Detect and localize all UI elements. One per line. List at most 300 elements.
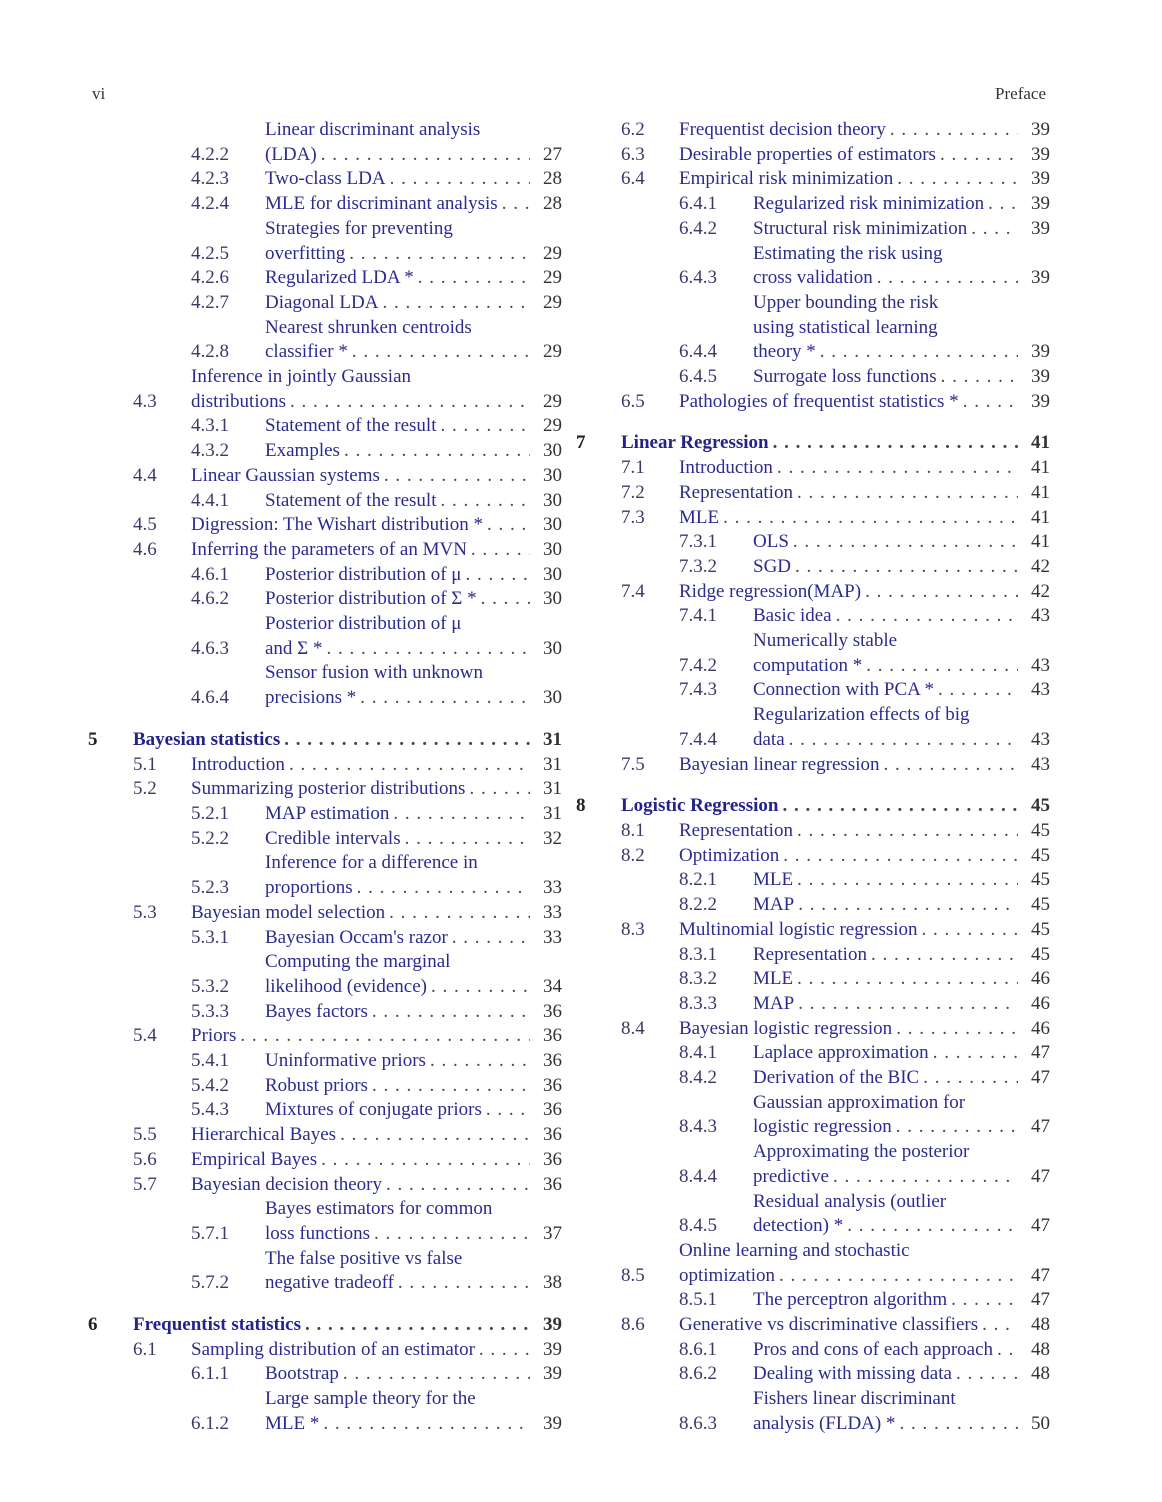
toc-entry-title-line: Sensor fusion with unknown: [265, 662, 483, 684]
toc-entry-title: [191, 753, 534, 778]
toc-entry[interactable]: [576, 143, 1050, 168]
toc-entry-title-line: Surrogate loss functions: [753, 366, 937, 388]
toc-entry-title-line: Bayesian statistics: [133, 728, 281, 750]
toc-entry-number: 8.4: [621, 1017, 645, 1039]
toc-entry[interactable]: [88, 587, 562, 612]
toc-entry-title: [621, 431, 1022, 456]
toc-entry-title-line: precisions *: [265, 687, 357, 709]
toc-entry[interactable]: [576, 1239, 1050, 1288]
toc-entry-title-line: Bayesian Occam's razor: [265, 926, 448, 948]
dot-leader: [344, 439, 530, 464]
toc-entry[interactable]: [576, 1288, 1050, 1313]
toc-entry[interactable]: [88, 1247, 562, 1296]
toc-entry[interactable]: [88, 538, 562, 563]
dot-leader: [833, 1165, 1018, 1190]
toc-entry-title: [753, 1190, 1022, 1239]
toc-entry-title: [191, 1024, 534, 1049]
toc-entry-number: 4.6.4: [191, 687, 229, 709]
toc-entry[interactable]: [88, 1148, 562, 1173]
toc-entry-number: 5.7.1: [191, 1222, 229, 1244]
toc-entry[interactable]: [576, 1041, 1050, 1066]
toc-entry-title-line: Upper bounding the risk: [753, 291, 939, 313]
toc-entry[interactable]: [576, 217, 1050, 242]
toc-entry-number: 5.5: [133, 1124, 157, 1146]
toc-entry[interactable]: [88, 1000, 562, 1025]
dot-leader: [389, 901, 530, 926]
dot-leader: [343, 1362, 530, 1387]
toc-entry[interactable]: [576, 365, 1050, 390]
toc-entry-title-line: Residual analysis (outlier: [753, 1190, 947, 1212]
toc-entry-number: 6.4.2: [679, 217, 717, 239]
toc-entry[interactable]: [576, 703, 1050, 752]
toc-page-number: 28: [543, 193, 562, 215]
toc-entry-title-line: analysis (FLDA) *: [753, 1412, 896, 1434]
toc-entry[interactable]: [88, 950, 562, 999]
toc-entry-title-line: Bayesian model selection: [191, 901, 386, 923]
toc-page-number: 30: [543, 563, 562, 585]
toc-page-number: 46: [1031, 992, 1050, 1014]
toc-page-number: 27: [543, 143, 562, 165]
toc-entry-title-line: cross validation: [753, 267, 873, 289]
toc-entry-number: 8: [576, 795, 586, 817]
dot-leader: [502, 192, 530, 217]
toc-entry[interactable]: [576, 390, 1050, 415]
toc-entry-title-line: Sampling distribution of an estimator: [191, 1338, 475, 1360]
toc-entry-number: 7.3.2: [679, 555, 717, 577]
toc-entry-number: 4.2.6: [191, 267, 229, 289]
toc-entry-title-line: Fishers linear discriminant: [753, 1388, 956, 1410]
toc-entry[interactable]: [88, 439, 562, 464]
toc-entry-title-line: theory *: [753, 341, 816, 363]
toc-entry-title-line: Frequentist decision theory: [679, 119, 886, 140]
toc-entry[interactable]: [88, 464, 562, 489]
toc-entry-title: [753, 1091, 1022, 1140]
toc-entry-title-line: Statement of the result: [265, 489, 437, 511]
toc-entry-title: [753, 1288, 1022, 1313]
toc-entry[interactable]: [576, 1190, 1050, 1239]
toc-entry[interactable]: [88, 192, 562, 217]
toc-entry-title: [265, 1098, 534, 1123]
running-header: Preface: [995, 84, 1046, 103]
toc-entry[interactable]: [576, 678, 1050, 703]
toc-entry[interactable]: [576, 1362, 1050, 1387]
toc-entry[interactable]: [88, 661, 562, 710]
toc-entry-title: [133, 1313, 534, 1338]
toc-entry[interactable]: [88, 1387, 562, 1436]
dot-leader: [938, 678, 1018, 703]
toc-page-number: 38: [543, 1272, 562, 1294]
toc-page-number: 43: [1031, 679, 1050, 701]
toc-entry-title-line: MLE for discriminant analysis: [265, 193, 498, 215]
toc-entry-number: 5.3: [133, 901, 157, 923]
toc-entry-title-line: data: [753, 728, 785, 750]
toc-entry[interactable]: [576, 893, 1050, 918]
dot-leader: [941, 365, 1018, 390]
toc-entry-number: 5.6: [133, 1148, 157, 1170]
toc-entry[interactable]: [88, 1197, 562, 1246]
toc-entry-title-line: computation *: [753, 654, 863, 676]
dot-leader: [963, 390, 1018, 415]
toc-entry[interactable]: [88, 365, 562, 414]
toc-page-number: 48: [1031, 1338, 1050, 1360]
toc-entry[interactable]: [576, 1140, 1050, 1189]
toc-entry-title: [679, 390, 1022, 415]
toc-entry[interactable]: [88, 563, 562, 588]
toc-entry-title-line: classifier *: [265, 341, 348, 363]
toc-entry[interactable]: [88, 1024, 562, 1049]
toc-entry[interactable]: [88, 1074, 562, 1099]
toc-entry-title-line: Multinomial logistic regression: [679, 918, 918, 940]
toc-entry-title: [191, 1173, 534, 1198]
toc-entry-title: [265, 851, 534, 900]
toc-page-number: 39: [1031, 217, 1050, 239]
dot-leader: [321, 143, 530, 168]
toc-entry-title: [265, 587, 534, 612]
toc-entry[interactable]: [576, 580, 1050, 605]
toc-entry-title-line: Logistic Regression: [621, 795, 779, 817]
toc-page-number: 29: [543, 390, 562, 412]
toc-entry-title-line: Approximating the posterior: [753, 1141, 970, 1163]
toc-entry-title-line: Bayesian linear regression: [679, 753, 880, 775]
toc-entry-number: 5.7: [133, 1173, 157, 1195]
toc-page-number: 31: [543, 753, 562, 775]
toc-page-number: 29: [543, 291, 562, 313]
dot-leader: [723, 506, 1018, 531]
toc-entry-title: [265, 266, 534, 291]
dot-leader: [782, 794, 1018, 819]
toc-entry-title: [679, 918, 1022, 943]
toc-page-number: 43: [1031, 654, 1050, 676]
toc-entry-number: 5.2.2: [191, 827, 229, 849]
dot-leader: [290, 390, 530, 415]
toc-entry-title: [753, 242, 1022, 291]
toc-entry-title: [679, 753, 1022, 778]
toc-entry-number: 4.2.3: [191, 168, 229, 190]
toc-entry[interactable]: [576, 1091, 1050, 1140]
toc-entry-title-line: Gaussian approximation for: [753, 1091, 966, 1113]
dot-leader: [871, 943, 1018, 968]
toc-page-number: 46: [1031, 1017, 1050, 1039]
toc-entry-title-line: Representation: [679, 481, 793, 503]
dot-leader: [386, 1173, 530, 1198]
toc-entry-title-line: MLE *: [265, 1412, 320, 1434]
toc-entry-title-line: OLS: [753, 531, 789, 553]
toc-entry[interactable]: [576, 992, 1050, 1017]
toc-entry[interactable]: [576, 242, 1050, 291]
toc-chapter-entry[interactable]: [88, 728, 562, 753]
toc-entry-title: [265, 291, 534, 316]
toc-entry-title: [679, 481, 1022, 506]
toc-entry-title-line: Basic idea: [753, 605, 832, 627]
dot-leader: [284, 728, 530, 753]
toc-entry[interactable]: [88, 1123, 562, 1148]
toc-entry[interactable]: [576, 629, 1050, 678]
toc-entry-title: [753, 992, 1022, 1017]
toc-entry[interactable]: [88, 489, 562, 514]
toc-entry[interactable]: [88, 266, 562, 291]
toc-entry-title: [265, 1387, 534, 1436]
toc-entry-number: 5.4.3: [191, 1099, 229, 1121]
toc-entry-title: [753, 555, 1022, 580]
toc-entry-title: [265, 661, 534, 710]
toc-entry-title-line: Estimating the risk using: [753, 242, 943, 264]
toc-entry-number: 6.4: [621, 168, 645, 190]
toc-entry[interactable]: [88, 1098, 562, 1123]
toc-entry-title-line: MAP: [753, 992, 795, 1014]
toc-entry[interactable]: [88, 1362, 562, 1387]
toc-entry[interactable]: [576, 943, 1050, 968]
toc-entry-number: 4.3: [133, 390, 157, 412]
toc-entry-title: [191, 538, 534, 563]
toc-page-number: 30: [543, 538, 562, 560]
toc-entry[interactable]: [576, 530, 1050, 555]
toc-entry-title: [753, 629, 1022, 678]
toc-page-number: 45: [1031, 918, 1050, 940]
toc-page-number: 36: [543, 1148, 562, 1170]
toc-entry[interactable]: [576, 604, 1050, 629]
dot-leader: [783, 844, 1018, 869]
toc-entry-title: [191, 1148, 534, 1173]
toc-entry-number: 6.4.4: [679, 341, 717, 363]
toc-entry-title: [191, 1123, 534, 1148]
toc-entry[interactable]: [576, 555, 1050, 580]
toc-entry-title-line: Priors: [191, 1025, 237, 1047]
toc-entry-number: 8.2.2: [679, 894, 717, 916]
toc-entry-title: [679, 167, 1022, 192]
toc-entry[interactable]: [88, 414, 562, 439]
toc-entry-title-line: Dealing with missing data: [753, 1363, 952, 1385]
toc-left-column: [88, 118, 562, 1437]
toc-entry-title-line: Statement of the result: [265, 415, 437, 437]
toc-entry[interactable]: [576, 967, 1050, 992]
toc-page-number: 34: [543, 975, 562, 997]
toc-page-number: 29: [543, 415, 562, 437]
toc-page-number: 41: [1031, 531, 1050, 553]
dot-leader: [352, 340, 530, 365]
toc-entry-title: [679, 844, 1022, 869]
toc-entry[interactable]: [88, 167, 562, 192]
toc-entry[interactable]: [576, 868, 1050, 893]
toc-entry[interactable]: [576, 819, 1050, 844]
toc-chapter-entry[interactable]: [576, 794, 1050, 819]
toc-entry[interactable]: [88, 901, 562, 926]
toc-entry[interactable]: [576, 1338, 1050, 1363]
toc-page-number: 42: [1031, 580, 1050, 602]
toc-entry-number: 8.5: [621, 1264, 645, 1286]
toc-entry-title-line: Representation: [753, 943, 867, 965]
toc-entry-number: 5.7.2: [191, 1272, 229, 1294]
toc-entry[interactable]: [88, 513, 562, 538]
toc-page-number: 47: [1031, 1165, 1050, 1187]
dot-leader: [890, 118, 1018, 143]
toc-entry-number: 8.3.2: [679, 968, 717, 990]
toc-entry[interactable]: [576, 192, 1050, 217]
toc-entry-title: [265, 1197, 534, 1246]
toc-entry-title: [679, 1239, 1022, 1288]
dot-leader: [847, 1214, 1018, 1239]
dot-leader: [789, 728, 1018, 753]
toc-entry[interactable]: [88, 926, 562, 951]
dot-leader: [971, 217, 1018, 242]
dot-leader: [327, 637, 531, 662]
toc-entry[interactable]: [88, 217, 562, 266]
toc-entry-title-line: Bootstrap: [265, 1363, 339, 1385]
toc-entry-number: 5: [88, 728, 98, 750]
toc-entry[interactable]: [576, 1313, 1050, 1338]
toc-entry-title: [753, 967, 1022, 992]
toc-page-number: 29: [543, 242, 562, 264]
dot-leader: [440, 489, 530, 514]
toc-entry-number: 7.3: [621, 506, 645, 528]
toc-entry-title-line: Digression: The Wishart distribution *: [191, 514, 483, 536]
dot-leader: [372, 1074, 530, 1099]
toc-entry-title-line: Generative vs discriminative classifiers: [679, 1314, 979, 1336]
toc-entry-title-line: predictive: [753, 1165, 829, 1187]
dot-leader: [940, 143, 1018, 168]
toc-entry-title-line: Robust priors: [265, 1074, 368, 1096]
toc-entry[interactable]: [88, 612, 562, 661]
toc-entry[interactable]: [88, 851, 562, 900]
toc-page-number: 30: [543, 489, 562, 511]
toc-entry-number: 5.4.1: [191, 1050, 229, 1072]
toc-entry[interactable]: [576, 1066, 1050, 1091]
toc-entry[interactable]: [88, 316, 562, 365]
toc-entry-title: [265, 414, 534, 439]
dot-leader: [321, 1148, 530, 1173]
dot-leader: [430, 1049, 530, 1074]
toc-entry-title: [265, 926, 534, 951]
toc-page-number: 48: [1031, 1314, 1050, 1336]
toc-page-number: 36: [543, 1124, 562, 1146]
toc-entry[interactable]: [576, 456, 1050, 481]
toc-entry-number: 4.6: [133, 538, 157, 560]
toc-entry-number: 4.2.5: [191, 242, 229, 264]
toc-entry-number: 8.3.3: [679, 992, 717, 1014]
toc-entry-title-line: MLE: [753, 869, 794, 891]
toc-entry[interactable]: [88, 1049, 562, 1074]
toc-entry[interactable]: [88, 802, 562, 827]
toc-entry-title: [753, 868, 1022, 893]
toc-entry[interactable]: [576, 118, 1050, 143]
toc-page-number: 30: [543, 637, 562, 659]
toc-entry-number: 4.3.1: [191, 415, 229, 437]
toc-entry-number: 7.4.1: [679, 605, 717, 627]
toc-entry-number: 7: [576, 432, 586, 454]
toc-entry-title: [265, 802, 534, 827]
toc-page-number: 39: [543, 1338, 562, 1360]
toc-entry-number: 8.6.1: [679, 1338, 717, 1360]
toc-page-number: 39: [543, 1314, 562, 1336]
toc-entry-number: 8.1: [621, 819, 645, 841]
toc-entry-number: 5.4: [133, 1025, 157, 1047]
toc-entry[interactable]: [88, 827, 562, 852]
toc-entry[interactable]: [576, 291, 1050, 365]
toc-entry[interactable]: [576, 844, 1050, 869]
toc-entry-number: 5.2.3: [191, 877, 229, 899]
dot-leader: [795, 555, 1018, 580]
dot-leader: [777, 456, 1018, 481]
toc-entry-number: 8.4.1: [679, 1042, 717, 1064]
dot-leader: [773, 431, 1018, 456]
toc-page-number: 43: [1031, 728, 1050, 750]
toc-entry-number: 5.3.1: [191, 926, 229, 948]
toc-page-number: 33: [543, 926, 562, 948]
toc-entry[interactable]: [88, 118, 562, 167]
toc-page-number: 36: [543, 1050, 562, 1072]
toc-page-number: 28: [543, 168, 562, 190]
toc-entry-number: 7.5: [621, 753, 645, 775]
toc-entry-title-line: Posterior distribution of μ: [265, 563, 462, 585]
dot-leader: [382, 291, 530, 316]
toc-entry-title-line: Numerically stable: [753, 630, 898, 652]
toc-page-number: 29: [543, 267, 562, 289]
dot-leader: [956, 1362, 1018, 1387]
toc-entry-number: 6.1.1: [191, 1363, 229, 1385]
toc-right-column: [576, 118, 1050, 1437]
toc-entry-title: [679, 1313, 1022, 1338]
toc-page-number: 41: [1031, 457, 1050, 479]
toc-entry[interactable]: [88, 1338, 562, 1363]
toc-entry-number: 8.2: [621, 844, 645, 866]
dot-leader: [797, 967, 1018, 992]
toc-entry[interactable]: [576, 753, 1050, 778]
toc-entry-number: 5.2.1: [191, 802, 229, 824]
toc-entry[interactable]: [576, 1017, 1050, 1042]
toc-page-number: 47: [1031, 1067, 1050, 1089]
toc-entry[interactable]: [576, 1387, 1050, 1436]
toc-entry-title: [753, 604, 1022, 629]
toc-entry[interactable]: [88, 1173, 562, 1198]
toc-entry[interactable]: [576, 918, 1050, 943]
toc-entry-number: 8.6.2: [679, 1363, 717, 1385]
toc-entry[interactable]: [88, 777, 562, 802]
toc-page-number: 47: [1031, 1264, 1050, 1286]
dot-leader: [357, 876, 530, 901]
toc-entry[interactable]: [576, 167, 1050, 192]
dot-leader: [372, 1000, 530, 1025]
toc-page-number: 47: [1031, 1042, 1050, 1064]
toc-entry-title-line: MAP estimation: [265, 802, 390, 824]
toc-entry[interactable]: [88, 291, 562, 316]
toc-entry-title-line: (LDA): [265, 143, 317, 165]
toc-entry-number: 5.1: [133, 753, 157, 775]
toc-page-number: 39: [1031, 366, 1050, 388]
toc-entry-title-line: The false positive vs false: [265, 1247, 463, 1269]
toc-entry-title-line: Credible intervals: [265, 827, 401, 849]
toc-entry-title: [621, 794, 1022, 819]
toc-entry-number: 8.6: [621, 1314, 645, 1336]
toc-chapter-entry[interactable]: [88, 1313, 562, 1338]
toc-entry-title-line: Derivation of the BIC: [753, 1067, 920, 1089]
toc-entry-title-line: overfitting: [265, 242, 346, 264]
toc-entry-number: 6.4.5: [679, 366, 717, 388]
toc-entry[interactable]: [88, 753, 562, 778]
toc-entry-title: [191, 464, 534, 489]
toc-entry-number: 6.5: [621, 390, 645, 412]
toc-entry-title-line: Examples: [265, 440, 340, 462]
toc-entry-number: 8.6.3: [679, 1412, 717, 1434]
toc-entry[interactable]: [576, 506, 1050, 531]
toc-entry-number: 6.2: [621, 119, 645, 140]
toc-page-number: 39: [1031, 267, 1050, 289]
toc-page-number: 45: [1031, 894, 1050, 916]
toc-entry[interactable]: [576, 481, 1050, 506]
toc-chapter-entry[interactable]: [576, 431, 1050, 456]
toc-entry-title: [753, 893, 1022, 918]
toc-entry-title-line: Linear discriminant analysis: [265, 119, 481, 140]
toc-entry-title: [265, 192, 534, 217]
toc-entry-title-line: negative tradeoff: [265, 1272, 394, 1294]
